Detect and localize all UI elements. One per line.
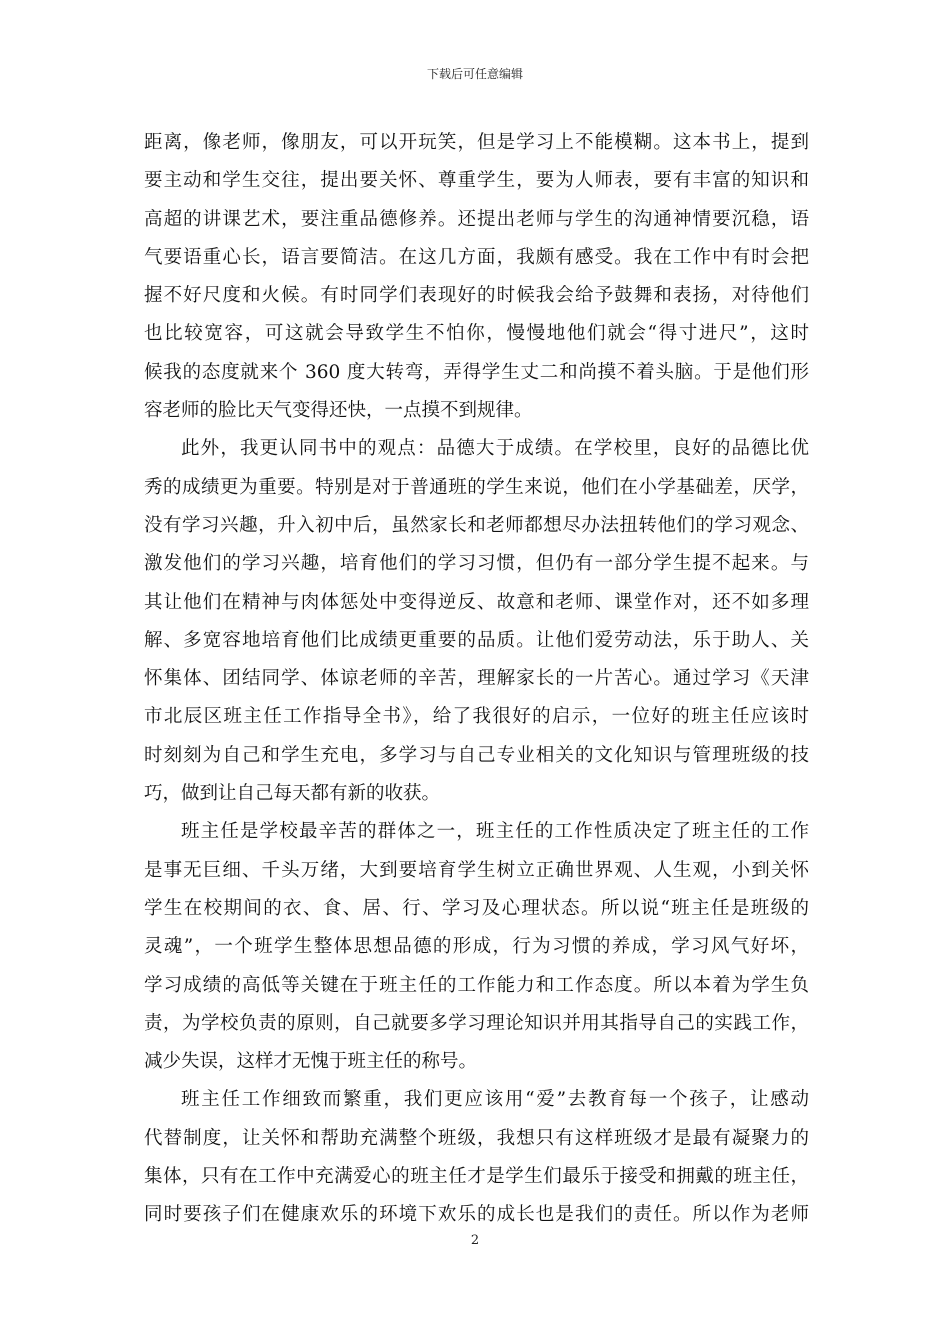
paragraph: [144, 813, 809, 1081]
text-line: 没有学习兴趣，升入初中后，虽然家长和老师都想尽办法扭转他们的学习观念、: [144, 514, 809, 536]
text-line: 时刻刻为自己和学生充电，多学习与自己专业相关的文化知识与管理班级的技: [144, 744, 809, 766]
text-line: 市北辰区班主任工作指导全书》，给了我很好的启示，一位好的班主任应该时: [144, 706, 809, 728]
text-line: 学习成绩的高低等关键在于班主任的工作能力和工作态度。所以本着为学生负: [144, 974, 809, 996]
text-line: 巧，做到让自己每天都有新的收获。: [144, 783, 441, 805]
paragraph: [144, 124, 809, 430]
text-line: 怀集体、团结同学、体谅老师的辛苦，理解家长的一片苦心。通过学习《天津: [144, 668, 809, 690]
text-line: 班主任是学校最辛苦的群体之一，班主任的工作性质决定了班主任的工作: [181, 821, 809, 843]
text-line: 灵魂”，一个班学生整体思想品德的形成，行为习惯的养成，学习风气好坏，: [144, 936, 809, 958]
text-line: 解、多宽容地培育他们比成绩更重要的品质。让他们爱劳动法，乐于助人、关: [144, 629, 809, 651]
text-line: 同时要孩子们在健康欢乐的环境下欢乐的成长也是我们的责任。所以作为老师: [144, 1204, 809, 1226]
text-line: 责，为学校负责的原则，自己就要多学习理论知识并用其指导自己的实践工作，: [144, 1012, 809, 1034]
text-line: 气要语重心长，语言要简洁。在这几方面，我颇有感受。我在工作中有时会把: [144, 246, 809, 268]
text-line: 秀的成绩更为重要。特别是对于普通班的学生来说，他们在小学基础差，厌学，: [144, 476, 809, 498]
text-line: 候我的态度就来个 360 度大转弯，弄得学生丈二和尚摸不着头脑。于是他们形: [144, 361, 809, 383]
text-line: 此外，我更认同书中的观点：品德大于成绩。在学校里，良好的品德比优: [181, 438, 809, 460]
text-line: 高超的讲课艺术，要注重品德修养。还提出老师与学生的沟通神情要沉稳，语: [144, 208, 809, 230]
page-header: 下载后可任意编辑: [426, 67, 523, 81]
text-line: 班主任工作细致而繁重，我们更应该用“爱”去教育每一个孩子，让感动: [181, 1089, 809, 1111]
page-number: 2: [470, 1233, 480, 1248]
text-line: 其让他们在精神与肉体惩处中变得逆反、故意和老师、课堂作对，还不如多理: [144, 591, 809, 613]
paragraph: [144, 430, 809, 813]
body-text: [144, 124, 809, 1235]
text-line: 握不好尺度和火候。有时同学们表现好的时候我会给予鼓舞和表扬，对待他们: [144, 285, 809, 307]
text-line: 激发他们的学习兴趣，培育他们的学习习惯，但仍有一部分学生提不起来。与: [144, 553, 809, 575]
text-line: 也比较宽容，可这就会导致学生不怕你，慢慢地他们就会“得寸进尺”，这时: [144, 323, 809, 345]
text-line: 集体，只有在工作中充满爱心的班主任才是学生们最乐于接受和拥戴的班主任，: [144, 1166, 809, 1188]
text-line: 是事无巨细、千头万绪，大到要培育学生树立正确世界观、人生观，小到关怀: [144, 859, 809, 881]
text-line: 学生在校期间的衣、食、居、行、学习及心理状态。所以说“班主任是班级的: [144, 897, 809, 919]
text-line: 要主动和学生交往，提出要关怀、尊重学生，要为人师表，要有丰富的知识和: [144, 170, 809, 192]
text-line: 减少失误，这样才无愧于班主任的称号。: [144, 1051, 478, 1073]
paragraph: [144, 1081, 809, 1234]
text-line: 容老师的脸比天气变得还快，一点摸不到规律。: [144, 400, 533, 422]
text-line: 代替制度，让关怀和帮助充满整个班级，我想只有这样班级才是最有凝聚力的: [144, 1127, 809, 1149]
text-line: 距离，像老师，像朋友，可以开玩笑，但是学习上不能模糊。这本书上，提到: [144, 132, 809, 153]
